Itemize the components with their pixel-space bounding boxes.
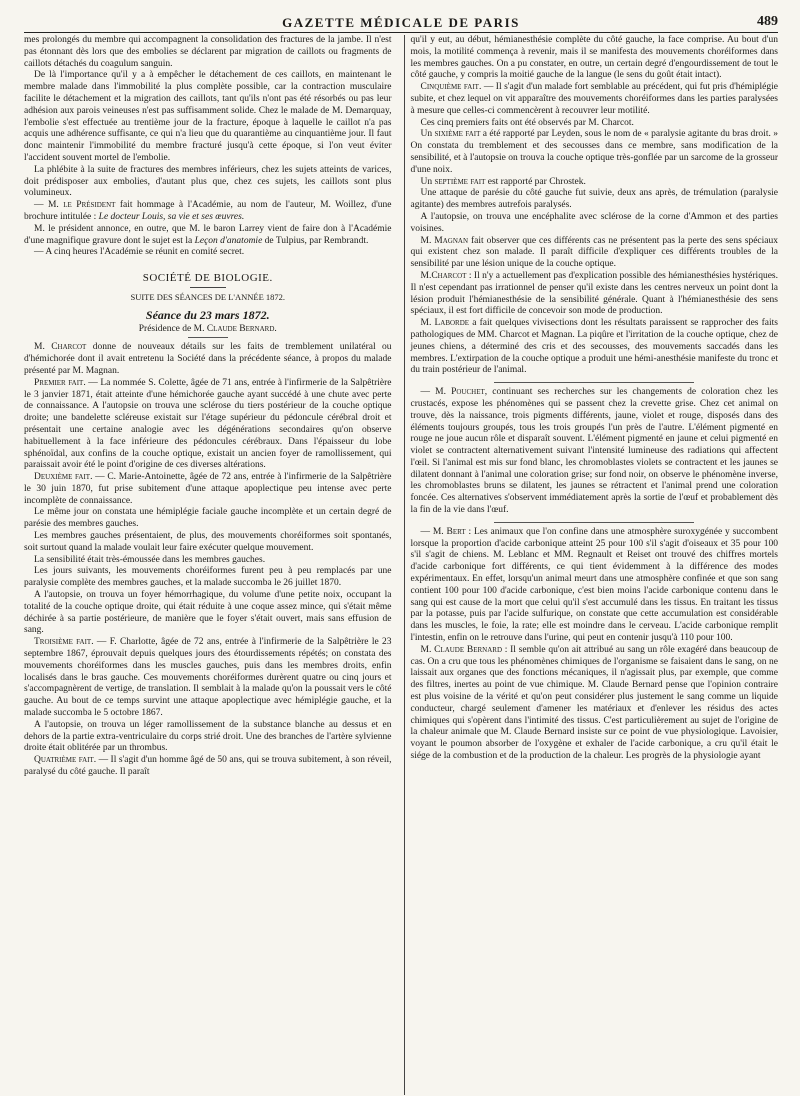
presidency-line	[24, 324, 392, 336]
case-label: Premier fait.	[34, 377, 86, 388]
paragraph: Les jours suivants, les mouvements choréiformes furent peu à peu remplacés par une paralysie complète des membres gauches, et la malade succomba le 26 juillet 1870.	[24, 566, 392, 589]
speaker-name: Laborde	[434, 318, 470, 329]
text-columns	[24, 35, 778, 1095]
text-run: M. le président annonce, en outre, que M. le baron Larrey vient de faire don à l'Académie d'une magnifique gravure dont le sujet est la	[24, 223, 392, 246]
paragraph	[411, 645, 779, 763]
speaker-name: Magnan	[434, 235, 469, 246]
paragraph	[24, 755, 392, 779]
paragraph: A l'autopsie, on trouva un foyer hémorrhagique, du volume d'une petite noix, occupant la totalité de la couche optique droite, qui était réduite à une coque assez mince, qui s'était même déchirée à sa partie postérieure, de manière que le foyer s'était ouvert, mais sans effusion de sang.	[24, 590, 392, 636]
paragraph: mes prolongés du membre qui accompagnent la consolidation des fractures de la jambe. Il n'est pas étonnant dès lors que des embolies se déclarent par migration de caillots ou fragments de caillots détachés du coagulum sanguin.	[24, 35, 392, 69]
section-divider	[494, 382, 694, 383]
paragraph: De là l'importance qu'il y a à empêcher le détachement de ces caillots, en maintenant le membre malade dans l'immobilité la plus complète possible, car la contraction musculaire facilite le détachement et la migration des caillots, tant qu'ils n'ont pas été résorbés ou pas leur adhésion aux parois veineuses n'est pas suffisamment solide. Chez le malade de M. Demarquay, l'embolie s'est effectuée au trentième jour de la fracture, époque à laquelle le caillot n'a pas acquis une adhérence suffisante, ce qui n'a lieu que du quarantième au cinquantième jour. Il faut donc maintenir l'immobilité du membre fracturé jusqu'à cette époque, si l'on veut éviter l'accident souvent mortel de l'embolie.	[24, 70, 392, 163]
paragraph	[411, 129, 779, 176]
paragraph: — A cinq heures l'Académie se réunit en comité secret.	[34, 247, 245, 258]
text-run: M.	[420, 235, 435, 246]
paragraph: Ces cinq premiers faits ont été observés par M. Charcot.	[420, 117, 634, 128]
section-subtitle: SUITE DES SÉANCES DE L'ANNÉE 1872.	[130, 291, 286, 302]
text-run: Un	[420, 176, 435, 187]
book-title: Le docteur Louis, sa vie et ses œuvres.	[98, 211, 245, 222]
speaker-name: Bert	[446, 526, 466, 537]
text-run: — Il s'agit d'un homme âgé de 50 ans, qui se trouva subitement, à son réveil, paralysé du côté gauche. Il paraît	[24, 755, 392, 778]
paragraph	[24, 637, 392, 720]
paragraph	[411, 318, 779, 377]
text-run: — C. Marie-Antoinette, âgée de 72 ans, entrée à l'infirmerie de la Salpêtrière le 30 juin 1870, fut prise subitement d'une attaque apoplectique peu intense avec perte incomplète de connaissance.	[24, 472, 392, 506]
case-label: Troisième fait.	[34, 637, 94, 648]
page-number: 489	[757, 14, 778, 29]
heading-rule	[190, 287, 226, 288]
text-run: — M.	[420, 526, 447, 537]
speaker-name: M. Charcot	[34, 342, 87, 353]
text-run: : Il n'y a actuellement pas d'explication possible des hémianesthésies hystériques. Il n'est cependant pas irrationnel de penser qu'il existe dans les centres nerveux un point dont la lésion produit l'hémianesthésie de la sensibilité générale. Quant à l'hémianesthésie des sens spéciaux, il est fort difficile de concevoir son mode de production.	[410, 270, 778, 317]
text-run: — La nommée S. Colette, âgée de 71 ans, entrée à l'infirmerie de la Salpêtrière le 3 janvier 1871, était atteinte d'une hémichorée gauche ayant succédé à une chute avec perte de connaissance. A l'autopsie on trouva une sclérose du tiers postérieur de la couche optique droite; une bandelette scléreuse existait sur l'étage supérieur du pédoncule cérébral droit et présentait une certaine analogie avec les dégénérations secondaires qu'on observe habituellement à la face inférieure des pédoncules cérébraux. Dans l'épaisseur du lobe sphénoïdal, aux confins de la couche optique, existait un ancien foyer de ramollissement, qui paraissait avoir été le point d'origine de ces diverses altérations.	[24, 377, 392, 471]
text-run: donne de nouveaux détails sur les faits de tremblement unilatéral ou d'hémichorée dont il avait entretenu la Société dans la précédente séance, à propos du malade présenté par M. Magnan.	[24, 342, 392, 376]
text-run: est rapporté par Chrostek.	[485, 176, 586, 187]
section-divider	[494, 522, 694, 523]
text-run: a été rapporté par Leyden, sous le nom de « paralysie agitante du bras droit. » On constata du tremblement et des secousses dans ce membre, sans modification de la sensibilité, et à l'autopsie on trouva la couche optique très-gonflée par un sarcome de la grosseur d'une noix.	[410, 129, 778, 175]
page-header	[24, 6, 778, 33]
paragraph	[24, 378, 392, 472]
paragraph	[24, 342, 392, 377]
case-label: Cinquième fait.	[420, 82, 482, 93]
case-label: septième fait	[434, 176, 486, 187]
section-divider	[188, 337, 228, 338]
paragraph	[411, 271, 779, 318]
case-label: Deuxième fait.	[34, 472, 93, 483]
text-run: — M.	[34, 200, 64, 211]
text-run: — M.	[420, 387, 452, 398]
case-label: Quatrième fait.	[34, 755, 97, 766]
paragraph	[411, 82, 779, 117]
paragraph	[24, 200, 392, 224]
text-run: M.	[420, 644, 435, 655]
paragraph: A l'autopsie, on trouva une encéphalite avec sclérose de la corne d'Ammon et des parties voisines.	[410, 211, 778, 234]
text-run: : Les animaux que l'on confine dans une atmosphère suroxygénée y succombent lorsque la proportion d'acide carbonique atteint 25 pour 100 s'il s'agit d'oiseaux et 35 pour 100 s'il s'agit de chiens. M. Leblanc et MM. Regnault et Reiset ont trouvé des chiffres mortels d'acide carbonique fort différents, ce qui tient évidemment à la différence des modes expérimentaux. En effet, lorsqu'un animal meurt dans une atmosphère confinée et que son sang contient 100 pour 100 d'acide carbonique, c'est bien moins l'acide carbonique contenu dans le sang qui est cause de la mort que celui qu'il s'est accumulé dans les tissus. En traitant les tissus par la potasse, puis par l'acide sulfurique, on constate que cette accumulation est considérable dans les muscles, le foie, la rate; elle est moindre dans le cerveau. L'acide carbonique remplit l'intestin, enfin on le retrouve dans l'urine, qui peut en contenir jusqu'à 110 pour 100.	[410, 526, 778, 644]
paragraph	[24, 224, 392, 248]
text-run: fait hommage à l'Académie, au nom de l'auteur, M. Woillez, d'une brochure intitulée :	[24, 200, 392, 222]
president-name: Claude Bernard.	[206, 323, 277, 334]
text-run: M.	[420, 318, 435, 329]
running-title: GAZETTE MÉDICALE DE PARIS	[282, 15, 520, 30]
paragraph: La phlébite à la suite de fractures des membres inférieurs, chez les sujets atteints de varices, doit prédisposer aux embolies, d'autant plus que, chez ces sujets, les caillots sont plus volumineux.	[24, 164, 392, 199]
paragraph: Une attaque de parésie du côté gauche fut suivie, deux ans après, de trémulation (paralysie agitante) des membres autrefois paralysés.	[410, 188, 778, 211]
text-run: — Il s'agit d'un malade fort semblable au précédent, qui fut pris d'hémiplégie subite, et chez lequel on vit apparaître des mouvements choréiformes dans les parties paralysées à mesure que celles-ci commencèrent à recouvrer leur motilité.	[410, 82, 778, 116]
paragraph: qu'il y eut, au début, hémianesthésie complète du côté gauche, la face comprise. Au bout d'un mois, la motilité commença à revenir, mais il se manifesta des mouvements choréiformes dans les membres gauches. On a pu constater, en outre, un certain degré d'engourdissement de tout le côté gauche, y compris la moitié gauche de la langue (le sens du goût était intact).	[410, 35, 778, 81]
paragraph	[411, 177, 779, 189]
text-run: Un	[420, 129, 435, 140]
paragraph	[24, 472, 392, 507]
text-run: Présidence de M.	[138, 323, 207, 334]
paragraph	[411, 527, 779, 645]
case-label: sixième fait	[434, 129, 481, 140]
section-heading: SOCIÉTÉ DE BIOLOGIE.	[142, 272, 273, 285]
paragraph: La sensibilité était très-émoussée dans les membres gauches.	[34, 554, 266, 565]
artwork-title: Leçon d'anatomie	[194, 235, 263, 246]
text-run: , continuant ses recherches sur les changements de coloration chez les crustacés, expose les phénomènes qui se passent chez la crevette grise. Chez cet animal on trouve, dès la naissance, trois pigments différents, jaune, violet et rouge, disposés dans des éléments toujours groupés, tous les trois groupés l'un près de l'autre. L'élément pigmenté en rouge ne joue aucun rôle et disparaît souvent. L'élément pigmenté en jaune et celui pigmenté en violet se contractent alternativement suivant l'intensité lumineuse des radiations qui affectent l'œil. Si l'animal est mis sur fond blanc, les chromoblastes violets se contractent et les jaunes se dilatent donnant à l'animal une coloration grise; sur fond noir, on observe le phénomène inverse, les chromoblastes bruns se dilatent, les jaunes se rétractent et l'animal prend une coloration foncée. Ces alternatives s'observent immédiatement après la sortie de l'œuf et probablement dès la fin de la vie dans l'œuf.	[410, 387, 778, 516]
speaker-name: Pouchet	[451, 387, 485, 398]
paragraph: A l'autopsie, on trouva un léger ramollissement de la substance blanche au dessus et en dehors de la partie extra-ventriculaire du corps strié droit. Une des branches de l'artère sylvienne droite était oblitérée par un thrombus.	[24, 719, 392, 754]
text-run: de Tulpius, par Rembrandt.	[262, 235, 369, 246]
left-column	[24, 35, 392, 1095]
text-run: — F. Charlotte, âgée de 72 ans, entrée à l'infirmerie de la Salpêtrière le 23 septembre 1867, éprouvait depuis quelques jours des étourdissements répétés; on constata des mouvements choréiformes dans les muscles gauches, puis dans les membres droits, enfin localisés dans le bras gauche. Ces mouvements choréiformes durèrent quatre ou cinq jours et s'accompagnèrent de vertige, de translation. Il semblait à la malade qu'on la poussait vers le côté gauche. Au bout de ce temps survint une attaque apoplectique avec hémiplégie gauche, et la malade succomba le 5 octobre 1867.	[24, 637, 392, 719]
text-run: fait observer que ces différents cas ne présentent pas la perte des sens spéciaux qui existent chez son malade. Il paraît difficile d'expliquer ces différents troubles de la sensibilité par une lésion unique de la couche optique.	[410, 235, 778, 270]
text-run: : Il semble qu'on ait attribué au sang un rôle exagéré dans beaucoup de cas. On a cru que tous les phénomènes chimiques de l'organisme se faisaient dans le sang, on ne laissait aux organes que des fonctions mécaniques, il n'agissait plus, par exemple, que comme des filtres, inertes au point de vue chimique. M. Claude Bernard pense que l'opinion contraire est plus voisine de la vérité et qu'on peut considérer plus justement le sang comme un liquide conducteur, chargé seulement d'amener les matériaux et d'enlever les résidus des actes chimiques qui s'opèrent dans l'intimité des tissus. C'est particulièrement au sujet de l'origine de la chaleur animale que M. Claude Bernard insiste sur ce point de vue physiologique. Lavoisier, voyant le poumon absorber de l'oxygène et exhaler de l'acide carbonique, a cru qu'il était le siége de la combustion et de la production de la chaleur. Les progrès de la physiologie ayant	[410, 644, 778, 762]
session-heading: Séance du 23 mars 1872.	[145, 307, 270, 322]
speaker-name: M.Charcot	[420, 270, 467, 281]
speaker-name: Claude Bernard	[434, 644, 502, 655]
speaker-name: le Président	[63, 200, 116, 211]
paragraph	[411, 387, 779, 517]
paragraph: Les membres gauches présentaient, de plus, des mouvements choréiformes soit spontanés, soit surtout quand la malade voulait leur faire exécuter quelque mouvement.	[24, 531, 392, 553]
right-column	[404, 35, 779, 1095]
text-run: a fait quelques vivisections dont les résultats paraissent se rapprocher des faits pathologiques de MM. Charcot et Magnan. La piqûre et l'irritation de la couche optique, chez de jeunes chiens, a déterminé des cris et des secousses, des mouvements saccadés dans les membres. L'extirpation de la couche optique a produit une hémi-anesthésie manifeste du tronc et du train postérieur de l'animal.	[410, 318, 778, 376]
paragraph: Le même jour on constata une hémiplégie faciale gauche incomplète et un certain degré de parésie des membres gauches.	[24, 507, 392, 530]
paragraph	[411, 236, 779, 271]
